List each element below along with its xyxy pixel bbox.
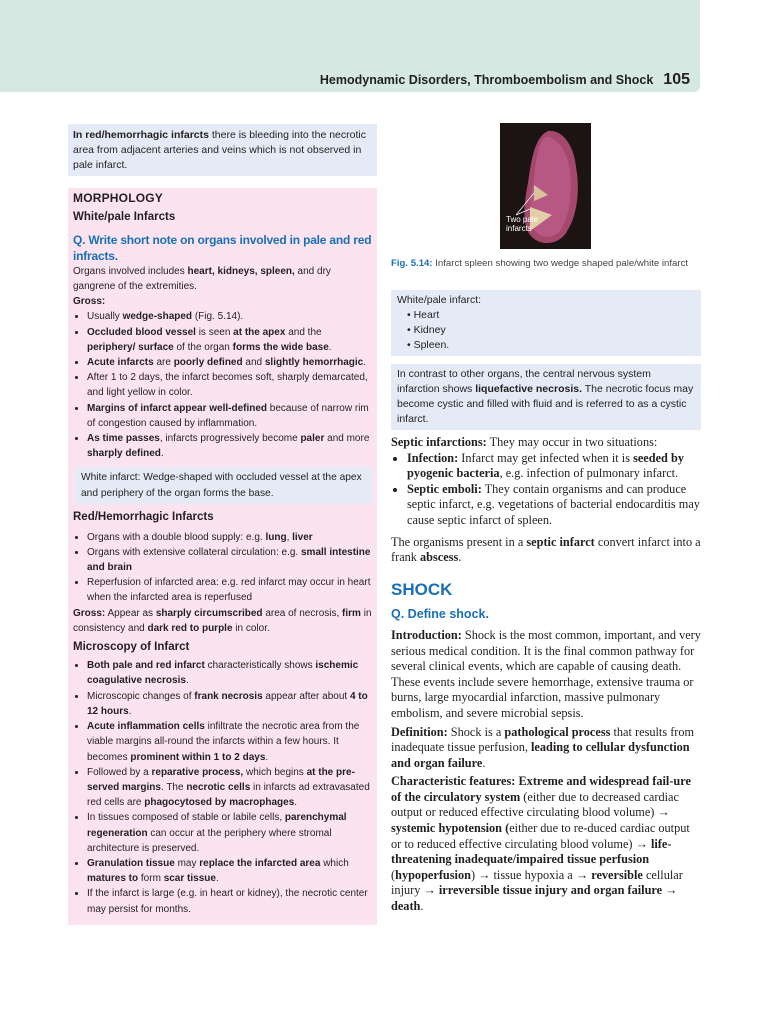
white-pale-list-box <box>391 290 701 356</box>
list-item: • Margins of infarct appear well-defined because of narrow rim of congestion caused by inflammation. <box>87 401 372 431</box>
list-item: • Infection: Infarct may get infected when it is seeded by pyogenic bacteria, e.g. infection of pulmonary infarct. <box>407 451 701 482</box>
spleen-figure <box>500 123 591 249</box>
list-item: • Septic emboli: They contain organisms and can produce septic infarct, e.g. vegetations of bacterial endocarditis may cause septic infarct of spleen. <box>407 482 701 529</box>
microscopy-heading: Microscopy of Infarct <box>73 641 190 654</box>
introduction-paragraph: Introduction: Shock is the most common, important, and very serious medical condition. It is the final common pathway for several clinical events, which are capable of causing death. These events include severe hemorrhage, extensive trauma or burns, large myocardial infarction, massive pulmonary embolism, and severe microbial sepsis. <box>391 627 701 720</box>
red-infarct-intro-box <box>68 124 377 176</box>
list-item: • In tissues composed of stable or labile cells, parenchymal regeneration can occur at the periphery where stromal architecture is preserved. <box>87 810 372 856</box>
intro-bold: In red/hemorrhagic infarcts <box>73 129 209 141</box>
figure-label: Two pale infarcts <box>506 215 539 233</box>
microscopy-list <box>73 658 372 916</box>
list-item: • As time passes, infarcts progressively become paler and more sharply defined. <box>87 431 372 461</box>
intro-text: there is bleeding into the necrotic area from adjacent arteries and veins which is not observed in pale infarct. <box>73 129 366 171</box>
list-item: • Reperfusion of infarcted area: e.g. red infarct may occur in heart when the infarcted area is reperfused <box>87 575 372 605</box>
gross-list <box>73 309 372 461</box>
septic-paragraph: Septic infarctions: They may occur in two situations: <box>391 435 658 449</box>
white-pale-heading: White/pale Infarcts <box>73 211 176 224</box>
list-item: • Acute infarcts are poorly defined and slightly hemorrhagic. <box>87 355 372 370</box>
list-item: • Spleen. <box>407 338 695 353</box>
left-column <box>68 124 377 925</box>
list-item: • Organs with a double blood supply: e.g. lung, liver <box>87 530 372 545</box>
characteristic-paragraph: Characteristic features: Extreme and widespread fail-ure of the circulatory system (either due to decreased cardiac output or reduced effective circulating blood volume) → systemic hypotension (either due to re-duced cardiac output or to reduced effective circulating blood volume) → life-threatening inadequate/impaired tissue perfusion (hypoperfusion) → tissue hypoxia a → reversible cellular injury → irreversible tissue injury and organ failure → death. <box>391 774 691 914</box>
list-item: • Microscopic changes of frank necrosis appear after about 4 to 12 hours. <box>87 689 372 719</box>
septic-list <box>391 451 701 529</box>
list-item: • Followed by a reparative process, which begins at the pre-served margins. The necrotic cells in infarcts ad extravasated red cells are phagocytosed by macrophages. <box>87 765 372 811</box>
list-item: • If the infarct is large (e.g. in heart or kidney), the necrotic center may persist for months. <box>87 886 372 916</box>
gross-label: Gross: <box>73 296 106 308</box>
list-item: • Heart <box>407 308 695 323</box>
list-item: • After 1 to 2 days, the infarct becomes soft, sharply demarcated, and light yellow in color. <box>87 370 372 400</box>
morphology-heading: MORPHOLOGY <box>73 191 164 205</box>
list-item: • Organs with extensive collateral circulation: e.g. small intestine and brain <box>87 545 372 575</box>
question-organs: Q. Write short note on organs involved in pale and red infracts. <box>73 233 372 263</box>
box-title: White/pale infarct: <box>397 294 482 306</box>
list-item: • Granulation tissue may replace the infarcted area which matures to form scar tissue. <box>87 856 372 886</box>
figure-caption: Fig. 5.14: Infarct spleen showing two wedge shaped pale/white infarct <box>391 258 689 269</box>
list-item: • Occluded blood vessel is seen at the apex and the periphery/ surface of the organ forms the wide base. <box>87 325 372 355</box>
page-number: 105 <box>663 71 690 88</box>
list-item: • Kidney <box>407 323 695 338</box>
list-item: • Usually wedge-shaped (Fig. 5.14). <box>87 309 372 324</box>
white-infarct-summary-box: White infarct: Wedge-shaped with occluded vessel at the apex and periphery of the organ forms the base. <box>75 467 373 504</box>
right-column <box>391 120 701 915</box>
cns-infarct-box: In contrast to other organs, the central nervous system infarction shows liquefactive necrosis. The necrotic focus may become cystic and filled with fluid and is referred to as a cystic infarct. <box>391 364 701 430</box>
question-define-shock: Q. Define shock. <box>391 607 489 622</box>
organ-list <box>397 308 695 353</box>
red-hemorrhagic-heading: Red/Hemorrhagic Infarcts <box>73 511 214 524</box>
septic-section <box>391 435 701 915</box>
running-title: Hemodynamic Disorders, Thromboembolism and Shock <box>319 73 654 87</box>
gross-red-paragraph: Gross: Appear as sharply circumscribed area of necrosis, firm in consistency and dark red to purple in color. <box>73 607 372 634</box>
list-item: • Acute inflammation cells infiltrate the necrotic area from the viable margins all-round the infarcts within a few hours. It becomes prominent within 1 to 2 days. <box>87 719 372 765</box>
running-head <box>320 71 690 89</box>
morphology-box <box>68 188 377 925</box>
list-item: • Both pale and red infarct characteristically shows ischemic coagulative necrosis. <box>87 658 372 688</box>
organs-paragraph: Organs involved includes heart, kidneys, spleen, and dry gangrene of the extremities. <box>73 265 331 293</box>
organisms-paragraph: The organisms present in a septic infarct convert infarct into a frank abscess. <box>391 534 701 565</box>
shock-heading: SHOCK <box>391 579 453 599</box>
definition-paragraph: Definition: Shock is a pathological process that results from inadequate tissue perfusion, leading to cellular dysfunction and organ failure. <box>391 724 695 770</box>
red-list <box>73 530 372 606</box>
